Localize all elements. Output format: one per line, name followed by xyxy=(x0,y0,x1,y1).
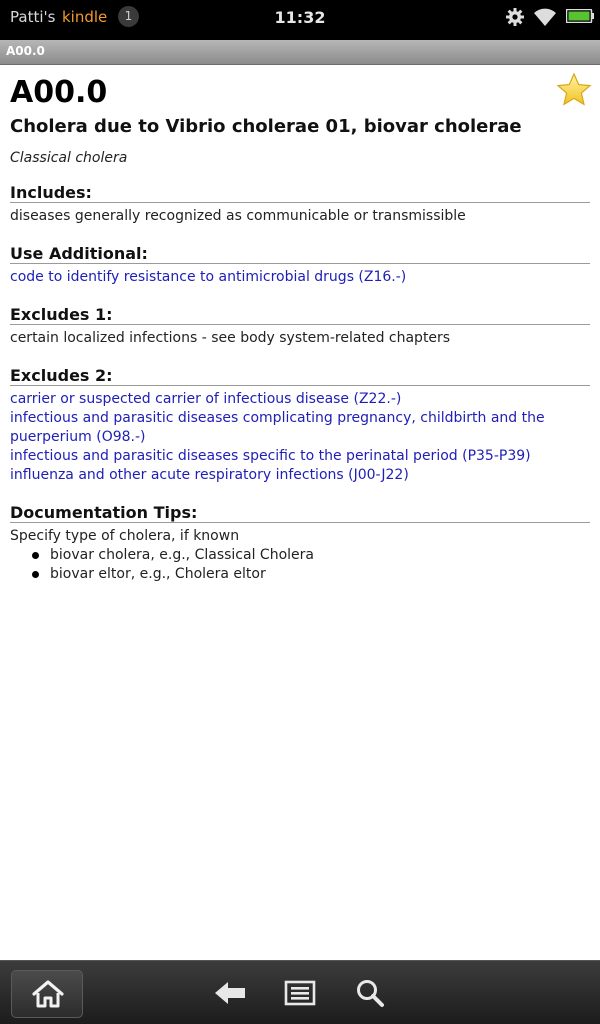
excludes1-section xyxy=(10,304,590,348)
excludes2-link[interactable]: carrier or suspected carrier of infectious disease (Z22.-) xyxy=(10,391,402,407)
excludes2-link[interactable]: infectious and parasitic diseases complicating pregnancy, childbirth and the puerperium (O98.-) xyxy=(10,410,545,445)
use-additional-heading: Use Additional: xyxy=(10,243,590,264)
excludes1-item: certain localized infections - see body system-related chapters xyxy=(10,330,451,346)
status-bar xyxy=(0,0,600,40)
excludes2-link[interactable]: influenza and other acute respiratory infections (J00-J22) xyxy=(10,467,409,483)
title-strip xyxy=(0,40,600,65)
star-icon[interactable] xyxy=(556,72,592,108)
gear-icon[interactable] xyxy=(505,7,525,27)
use-additional-section xyxy=(10,243,590,287)
alternate-term: Classical cholera xyxy=(10,150,128,166)
menu-icon[interactable] xyxy=(282,977,318,1009)
home-icon xyxy=(31,980,65,1008)
excludes1-heading: Excludes 1: xyxy=(10,304,590,325)
kindle-brand: kindle xyxy=(62,8,108,26)
entry-description: Cholera due to Vibrio cholerae 01, biovar cholerae xyxy=(10,116,522,137)
use-additional-link[interactable]: code to identify resistance to antimicrobial drugs (Z16.-) xyxy=(10,269,407,285)
bottom-nav-bar xyxy=(0,960,600,1024)
tip-bullet: biovar cholera, e.g., Classical Cholera xyxy=(30,546,590,565)
excludes2-section xyxy=(10,365,590,485)
notification-badge[interactable]: 1 xyxy=(118,6,139,27)
excludes2-heading: Excludes 2: xyxy=(10,365,590,386)
documentation-tips-heading: Documentation Tips: xyxy=(10,502,590,523)
includes-heading: Includes: xyxy=(10,182,590,203)
documentation-tips-section xyxy=(10,502,590,584)
wifi-icon xyxy=(533,6,557,28)
clock: 11:32 xyxy=(274,8,326,27)
search-icon[interactable] xyxy=(352,977,388,1009)
home-button[interactable] xyxy=(11,970,83,1018)
excludes2-link[interactable]: infectious and parasitic diseases specific to the perinatal period (P35-P39) xyxy=(10,448,531,464)
includes-item: diseases generally recognized as communicable or transmissible xyxy=(10,208,466,224)
back-arrow-icon[interactable] xyxy=(212,977,248,1009)
entry-code: A00.0 xyxy=(10,75,108,110)
device-owner: Patti's xyxy=(10,8,56,26)
battery-icon xyxy=(566,9,594,23)
tip-bullet: biovar eltor, e.g., Cholera eltor xyxy=(30,565,590,584)
title-strip-label: A00.0 xyxy=(6,44,45,58)
documentation-tips-intro: Specify type of cholera, if known xyxy=(10,528,240,544)
includes-section xyxy=(10,182,590,226)
documentation-tips-list xyxy=(30,546,590,584)
